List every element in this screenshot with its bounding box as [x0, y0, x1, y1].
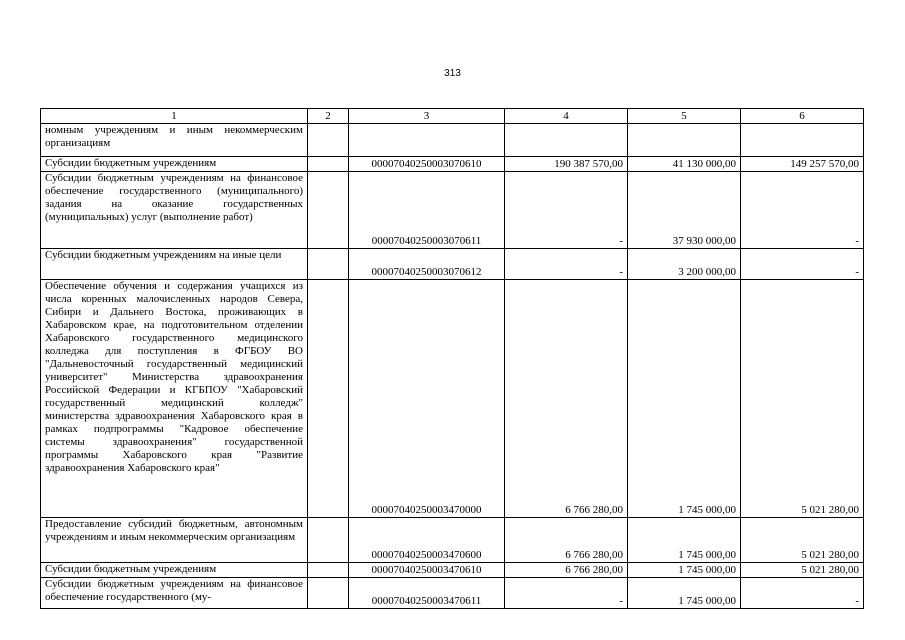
row-description: Субсидии бюджетным учреждениям на финансовое обеспечение государственного (муниципального) задания на оказание государственных (муниципальных) услуг (выполнение работ): [41, 172, 308, 249]
row-value-5: 1 745 000,00: [628, 563, 741, 578]
row-value-6: 149 257 570,00: [741, 157, 864, 172]
row-description: Субсидии бюджетным учреждениям на иные цели: [41, 249, 308, 280]
row-code: 00007040250003070611: [349, 172, 505, 249]
table-row: [41, 563, 864, 578]
row-col2: [308, 280, 349, 518]
row-value-4: [505, 124, 628, 157]
row-col2: [308, 124, 349, 157]
row-value-6: 5 021 280,00: [741, 563, 864, 578]
row-value-4: 6 766 280,00: [505, 563, 628, 578]
table-row: [41, 518, 864, 563]
row-value-6: -: [741, 249, 864, 280]
row-description: Обеспечение обучения и содержания учащихся из числа коренных малочисленных народов Севера, Сибири и Дальнего Востока, проживающих в Хабаровском крае, на подготовительном отделении Хабаровского государственного медицинского колледжа для поступления в ФГБОУ ВО "Дальневосточный государственный медицинский университет" Министерства здравоохранения Российской Федерации и КГБПОУ "Хабаровский государственный медицинский колледж" министерства здравоохранения Хабаровского края в рамках подпрограммы "Кадровое обеспечение системы здравоохранения" государственной программы Хабаровского края "Развитие здравоохранения Хабаровского края": [41, 280, 308, 518]
row-description: номным учреждениям и иным некоммерческим организациям: [41, 124, 308, 157]
row-code: 00007040250003470000: [349, 280, 505, 518]
table-row: [41, 249, 864, 280]
row-description: Субсидии бюджетным учреждениям: [41, 563, 308, 578]
row-value-4: 6 766 280,00: [505, 280, 628, 518]
row-value-4: -: [505, 578, 628, 609]
table-row: [41, 578, 864, 609]
row-col2: [308, 578, 349, 609]
column-header: 5: [628, 109, 741, 124]
column-header: 2: [308, 109, 349, 124]
row-description: Предоставление субсидий бюджетным, автономным учреждениям и иным некоммерческим организациям: [41, 518, 308, 563]
budget-table: [40, 108, 864, 609]
row-value-5: 3 200 000,00: [628, 249, 741, 280]
column-header: 3: [349, 109, 505, 124]
row-value-5: [628, 124, 741, 157]
header-row: [41, 109, 864, 124]
row-value-6: 5 021 280,00: [741, 280, 864, 518]
table-row: [41, 172, 864, 249]
row-code: 00007040250003470610: [349, 563, 505, 578]
row-col2: [308, 518, 349, 563]
row-value-6: -: [741, 578, 864, 609]
row-value-5: 1 745 000,00: [628, 518, 741, 563]
column-header: 4: [505, 109, 628, 124]
row-col2: [308, 157, 349, 172]
table-row: [41, 280, 864, 518]
row-value-4: -: [505, 172, 628, 249]
row-col2: [308, 172, 349, 249]
row-code: 00007040250003070610: [349, 157, 505, 172]
row-code: 00007040250003470611: [349, 578, 505, 609]
row-value-5: 1 745 000,00: [628, 578, 741, 609]
row-code: 00007040250003070612: [349, 249, 505, 280]
row-value-5: 1 745 000,00: [628, 280, 741, 518]
table-row: [41, 124, 864, 157]
row-value-6: -: [741, 172, 864, 249]
row-value-6: [741, 124, 864, 157]
row-code: [349, 124, 505, 157]
row-value-4: 190 387 570,00: [505, 157, 628, 172]
row-value-4: 6 766 280,00: [505, 518, 628, 563]
page-number: 313: [444, 68, 461, 79]
row-col2: [308, 249, 349, 280]
row-description: Субсидии бюджетным учреждениям: [41, 157, 308, 172]
row-code: 00007040250003470600: [349, 518, 505, 563]
column-header: 1: [41, 109, 308, 124]
row-description: Субсидии бюджетным учреждениям на финансовое обеспечение государственного (му-: [41, 578, 308, 609]
row-value-5: 41 130 000,00: [628, 157, 741, 172]
table-row: [41, 157, 864, 172]
row-col2: [308, 563, 349, 578]
row-value-6: 5 021 280,00: [741, 518, 864, 563]
column-header: 6: [741, 109, 864, 124]
row-value-4: -: [505, 249, 628, 280]
row-value-5: 37 930 000,00: [628, 172, 741, 249]
